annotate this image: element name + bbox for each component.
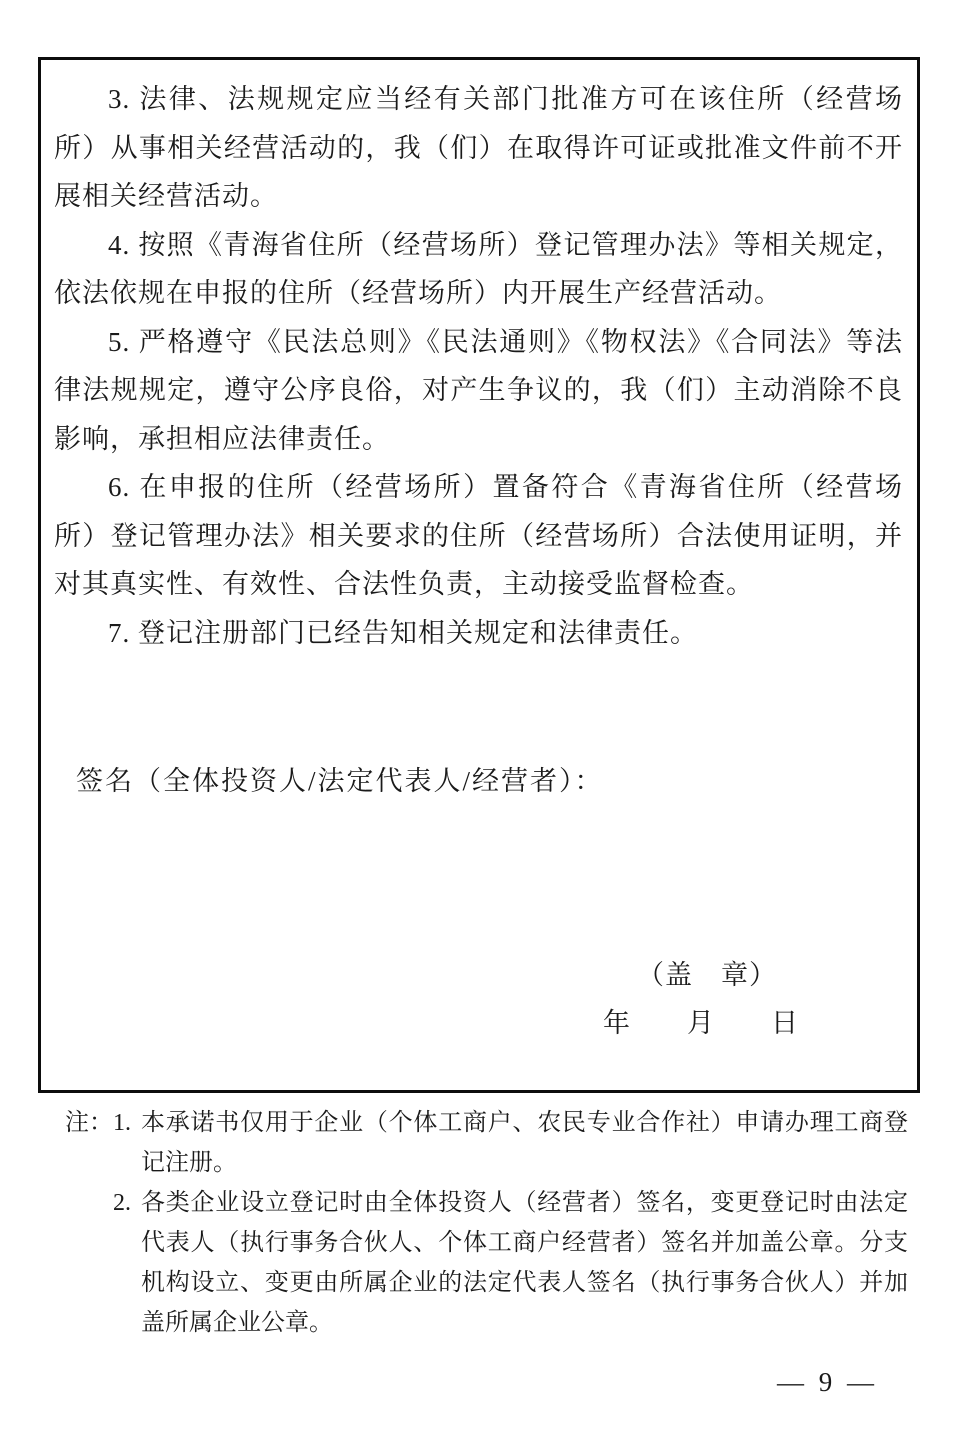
note-text-1: 本承诺书仅用于企业（个体工商户、农民专业合作社）申请办理工商登记注册。 (141, 1110, 908, 1176)
note-item-1 (113, 1103, 908, 1183)
note-number-1: 1. (113, 1110, 131, 1136)
clause-3: 3. 法律、法规规定应当经有关部门批准方可在该住所（经营场所）从事相关经营活动的，我（们）在取得许可证或批准文件前不开展相关经营活动。 (54, 84, 903, 211)
notes-list (113, 1103, 908, 1343)
notes-heading: 注： (65, 1110, 113, 1136)
date-label: 年 月 日 (603, 1008, 799, 1038)
clause-6: 6. 在申报的住所（经营场所）置备符合《青海省住所（经营场所）登记管理办法》相关要求的住所（经营场所）合法使用证明，并对其真实性、有效性、合法性负责，主动接受监督检查。 (54, 472, 903, 599)
note-item-2 (113, 1183, 908, 1343)
clause-5: 5. 严格遵守《民法总则》《民法通则》《物权法》《合同法》等法律法规规定，遵守公序良俗，对产生争议的，我（们）主动消除不良影响，承担相应法律责任。 (54, 326, 903, 454)
note-text-2: 各类企业设立登记时由全体投资人（经营者）签名，变更登记时由法定代表人（执行事务合伙人、个体工商户经营者）签名并加盖公章。分支机构设立、变更由所属企业的法定代表人签名（执行事务合伙人）并加盖所属企业公章。 (141, 1190, 908, 1336)
commitment-box (38, 57, 920, 1093)
seal-label: （盖 章） (637, 959, 777, 990)
clause-4: 4. 按照《青海省住所（经营场所）登记管理办法》等相关规定，依法依规在申报的住所（经营场所）内开展生产经营活动。 (54, 229, 903, 308)
notes-section (65, 1103, 908, 1343)
signature-label: 签名（全体投资人/法定代表人/经营者）： (76, 766, 604, 796)
page-number: — 9 — (777, 1367, 878, 1397)
clause-7: 7. 登记注册部门已经告知相关规定和法律责任。 (108, 617, 698, 648)
note-number-2: 2. (113, 1190, 131, 1216)
